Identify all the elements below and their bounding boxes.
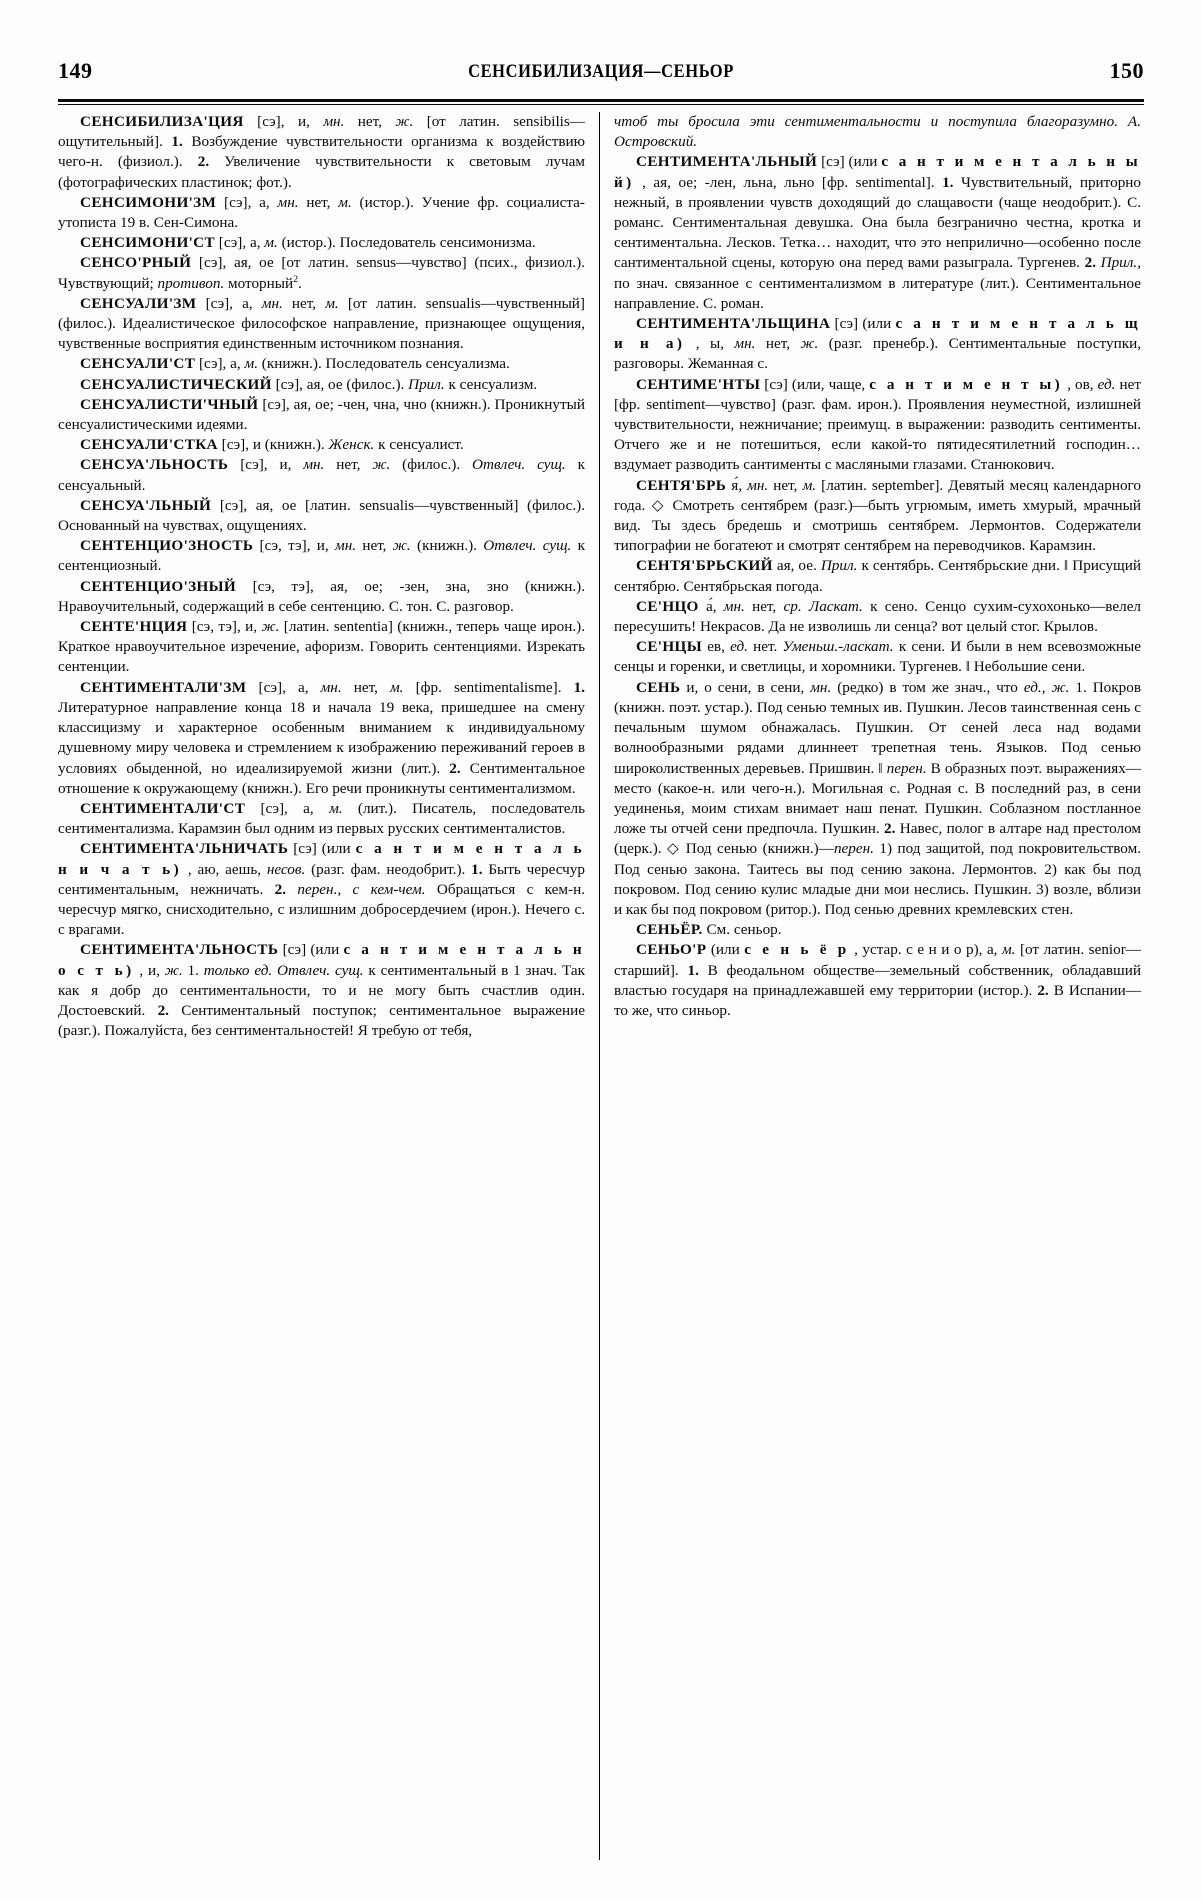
entry-body: [сэ], ая, ое [латин. sensualis—чувственный] (филос.). Основанный на чувствах, ощущениях. (58, 496, 585, 535)
column-left (58, 112, 599, 1860)
headword: СЕНСУАЛИ'СТ (80, 355, 196, 373)
dictionary-entry (58, 496, 585, 536)
dictionary-entry (614, 940, 1141, 1021)
dictionary-entry (58, 354, 585, 374)
headword: СЕНТИМЕНТА'ЛЬНЫЙ (636, 153, 818, 171)
entry-body: [сэ], а, м. (истор.). Последователь сенсимонизма. (218, 234, 536, 252)
headword: СЕНСУАЛИСТИЧЕСКИЙ (80, 375, 272, 393)
dictionary-entry (58, 253, 585, 293)
dictionary-entry (58, 112, 585, 193)
dictionary-entry (58, 233, 585, 253)
entry-body: , ая, ое; -лен, льна, льно [фр. sentimental]. 1. Чувствительный, приторно нежный, в проявлении чувств доходящий до слащавости (чаще неодобрит.). С. романс. Сентиментальная девушка. Она была безгранично честна, кротка и сентиментальна. Лесков. Тетка… находит, что это неприлично—особенно после сантиментальной сцены, которую она перед вами разыграла. Тургенев. 2. Прил., по знач. связанное с сентиментализмом в литературе (лит.). Сентиментальное направление. С. роман. (614, 173, 1142, 312)
running-head (58, 58, 1144, 88)
dictionary-entry (614, 678, 1141, 920)
entry-body: [сэ], а, мн. нет, м. [фр. sentimentalisme]. 1. Литературное направление конца 18 и начала 19 века, пришедшее на смену классицизму и характерное особенным вниманием к индивидуальному душевному миру человека и стремлением к изображению переживаний героев в условиях обыденной, но идеализируемой жизни (лит.). 2. Сентиментальное отношение к окружающему (книжн.). Его речи проникнуты сентиментализмом. (58, 678, 585, 797)
headword: СЕНСУА'ЛЬНЫЙ (80, 496, 212, 514)
entry-body: я́, мн. нет, м. [латин. september]. Девятый месяц календарного года. ◇ Смотреть сентябрем (разг.)—быть угрюмым, иметь хмурый, мрачный вид. Ты здесь бредешь и смотришь сентябрем. Лермонтов. Содержатели типографии не богатеют и смотрят сентябрем на переводчиков. Карамзин. (614, 476, 1141, 555)
headword: СЕНСО'РНЫЙ (80, 254, 192, 272)
entry-continuation (614, 112, 1141, 152)
column-container (58, 112, 1144, 1860)
variant-intro: [сэ] (или (821, 153, 878, 171)
headword: СЕ'НЦЫ (636, 638, 702, 656)
headword-variant: с а н т и м е н т а л ь н о с т ь) (58, 941, 585, 979)
headword: СЕНСИБИЛИЗА'ЦИЯ (80, 113, 244, 130)
headword: СЕНЬО'Р (636, 941, 707, 959)
folio-right: 150 (1109, 58, 1144, 83)
headword: СЕНСУА'ЛЬНОСТЬ (80, 456, 229, 474)
dictionary-entry (58, 294, 585, 355)
headword: СЕНТЕ'НЦИЯ (80, 618, 188, 636)
dictionary-entry (58, 577, 585, 617)
variant-intro: [сэ] (или, чаще, (764, 375, 866, 393)
headword-variant: с а н т и м е н т ы) (869, 375, 1064, 393)
headword: СЕНТЕНЦИО'ЗНЫЙ (80, 577, 237, 595)
headword: СЕНСИМОНИ'ЗМ (80, 193, 217, 211)
header-rule (58, 99, 1144, 106)
folio-left: 149 (58, 58, 93, 83)
entry-body: См. сеньор. (706, 921, 782, 939)
dictionary-entry (58, 536, 585, 576)
headword: СЕНТЯ'БРЬСКИЙ (636, 557, 773, 575)
dictionary-entry (614, 637, 1141, 677)
entry-body: [сэ], ая, ое [от латин. sensus—чувство] (псих., физиол.). Чувствующий; противоп. моторный$^2$. (58, 254, 586, 292)
entry-body: , и, ж. 1. только ед. Отвлеч. сущ. к сентиментальный в 1 знач. Так как я добр до сентиментальности, то и не могу быть счастлив один. Достоевский. 2. Сентиментальный поступок; сентиментальное выражение (разг.). Пожалуйста, без сентиментальностей! Я требую от тебя, (58, 961, 586, 1040)
entry-body: [сэ], а, мн. нет, м. [от латин. sensualis—чувственный] (филос.). Идеалистическое философское направление, признающее ощущения, чувственные восприятия единственным источником познания. (58, 294, 585, 353)
entry-body: [сэ], и (книжн.). Женск. к сенсуалист. (221, 436, 464, 454)
dictionary-entry (58, 678, 585, 799)
entry-body: [сэ], и, мн. нет, ж. [от латин. sensibilis—ощутительный]. 1. Возбуждение чувствительности организма к воздействию чего-н. (физиол.). 2. Увеличение чувствительности к световым лучам (фотографических пластинок; фот.). (58, 113, 585, 191)
variant-intro: [сэ] (или (282, 941, 340, 959)
headword: СЕНТИМЕНТАЛИ'СТ (80, 799, 246, 817)
dictionary-entry (58, 455, 585, 495)
dictionary-entry (58, 617, 585, 678)
dictionary-entry (58, 799, 585, 839)
dictionary-entry (614, 476, 1141, 557)
entry-body: [сэ, тэ], ая, ое; -зен, зна, зно (книжн.). Нравоучительный, содержащий в себе сентенцию. С. тон. С. разговор. (58, 577, 585, 615)
dictionary-entry (614, 375, 1141, 476)
headword: СЕНЬ (636, 678, 681, 696)
headword: СЕНТЕНЦИО'ЗНОСТЬ (80, 537, 254, 555)
entry-body: , ы, мн. нет, ж. (разг. пренебр.). Сентиментальные поступки, разговоры. Жеманная с. (614, 335, 1141, 373)
headword: СЕНТИМЕНТА'ЛЬЩИНА (636, 315, 831, 333)
running-title: СЕНСИБИЛИЗАЦИЯ—СЕНЬОР (468, 59, 734, 82)
entry-body: , устар. с е н и о р), а, м. [от латин. senior—старший]. 1. В феодальном обществе—земельный собственник, обладавший властью государя на принадлежавшей ему территории (истор.). 2. В Испании—то же, что синьор. (614, 941, 1142, 1019)
headword: СЕ'НЦО (636, 597, 699, 615)
headword-variant: с а н т и м е н т а л ь н и ч а т ь) (58, 840, 585, 878)
dictionary-entry (58, 395, 585, 435)
entry-body: [сэ, тэ], и, мн. нет, ж. (книжн.). Отвлеч. сущ. к сентенциозный. (58, 537, 585, 575)
dictionary-entry (614, 556, 1141, 596)
dictionary-entry (614, 920, 1141, 940)
headword: СЕНТЯ'БРЬ (636, 476, 727, 494)
entry-body: [сэ], а, мн. нет, м. (истор.). Учение фр. социалиста-утописта 19 в. Сен-Симона. (58, 193, 585, 232)
headword-variant: с а н т и м е н т а л ь щ и н а) (614, 315, 1142, 353)
headword: СЕНТИМЕНТА'ЛЬНОСТЬ (80, 941, 279, 959)
entry-body: [сэ], а, м. (лит.). Писатель, последователь сентиментализма. Карамзин был одним из первых русских сентименталистов. (58, 799, 585, 838)
entry-body: ев, ед. нет. Уменьш.-ласкат. к сени. И были в нем всевозможные сенцы и горенки, и светлицы, и хоромники. Тургенев. ‖ Небольшие сени. (614, 638, 1141, 676)
dictionary-entry (614, 597, 1141, 637)
entry-body: ая, ое. Прил. к сентябрь. Сентябрьские дни. ‖ Присущий сентябрю. Сентябрьская погода. (614, 557, 1142, 595)
entry-body: а́, мн. нет, ср. Ласкат. к сено. Сенцо сухим-сухохонько—велел пересушить! Некрасов. Да не изволишь ли сенца? вот целый стог. Крылов. (614, 597, 1142, 636)
headword: СЕНЬЁР. (636, 921, 703, 939)
entry-body: и, о сени, в сени, мн. (редко) в том же знач., что ед., ж. 1. Покров (книжн. поэт. устар.). Под сенью темных ив. Пушкин. Лесов таинственная сень с печальным шумом обнажалась. Пушкин. От сеней леса над водами волнообразными рядами длиннеет трепетная тень. Языков. Под сенью широколиственных деревьев. Пришвин. ‖ перен. В образных поэт. выражениях—место (какое-н. или чего-н.). Могильная с. Родная с. В последний раз, в сени уединенья, моим стихам внимает наш пенат. Пушкин. Соблазном постланное ложе ты отчей сени предпочла. Пушкин. 2. Навес, полог в алтаре над престолом (церк.). ◇ Под сенью (книжн.)—перен. 1) под защитой, под покровительством. Под сенью закона. Таитесь вы под сению закона. Лермонтов. 2) как бы под покровом. Под сению кулис младые дни мои неслись. Пушкин. 3) возле, вблизи и как бы под покровом (ритор.). Под сенью древних кремлевских стен. (614, 678, 1142, 918)
headword-variant: с а н т и м е н т а л ь н ы й) (614, 153, 1142, 191)
headword: СЕНСУАЛИ'СТКА (80, 436, 218, 454)
continuation-text: чтоб ты бросила эти сентиментальности и поступила благоразумно. А. Островский. (614, 113, 1141, 151)
entry-body: , ов, ед. нет [фр. sentiment—чувство] (разг. фам. ирон.). Проявления неуместной, излишней чувствительности, нежничание; преимущ. в выражении: разводить сентименты. Отчего же и не потешиться, если какой-то пятидесятилетний господин… вздумает разводить сантименты с масляными глазами. Станюкович. (614, 375, 1142, 474)
variant-intro: [сэ] (или (834, 315, 892, 333)
dictionary-entry (614, 152, 1141, 314)
headword: СЕНТИМЕ'НТЫ (636, 375, 761, 393)
dictionary-entry (58, 435, 585, 455)
entry-body: [сэ], и, мн. нет, ж. (филос.). Отвлеч. сущ. к сенсуальный. (58, 456, 585, 494)
variant-intro: (или (710, 941, 740, 959)
rule-thin (58, 104, 1144, 105)
dictionary-entry (614, 314, 1141, 375)
headword: СЕНСУАЛИ'ЗМ (80, 294, 197, 312)
entry-body: [сэ], а, м. (книжн.). Последователь сенсуализма. (199, 355, 510, 373)
entry-body: [сэ], ая, ое; -чен, чна, чно (книжн.). Проникнутый сенсуалистическими идеями. (58, 395, 585, 434)
entry-body: [сэ, тэ], и, ж. [латин. sententia] (книжн., теперь чаще ирон.). Краткое нравоучительное изречение, афоризм. Говорить сентенциями. Изрекать сентенции. (58, 618, 585, 676)
column-right (599, 112, 1141, 1860)
rule-thick (58, 99, 1144, 102)
dictionary-entry (58, 375, 585, 395)
dictionary-entry (58, 839, 585, 940)
variant-intro: [сэ] (или (293, 840, 351, 858)
headword: СЕНСУАЛИСТИ'ЧНЫЙ (80, 395, 259, 413)
dictionary-entry (58, 193, 585, 233)
entry-body: [сэ], ая, ое (филос.). Прил. к сенсуализм. (275, 375, 538, 393)
dictionary-entry (58, 940, 585, 1041)
headword-variant: с е н ь ё р (744, 941, 850, 959)
entry-body: , аю, аешь, несов. (разг. фам. неодобрит.). 1. Быть чересчур сентиментальным, нежничать. 2. перен., с кем-чем. Обращаться с кем-н. чересчур мягко, снисходительно, с излишним добросердечием (ирон.). Нечего с. с врагами. (58, 860, 586, 939)
headword: СЕНТИМЕНТАЛИ'ЗМ (80, 678, 247, 696)
headword: СЕНТИМЕНТА'ЛЬНИЧАТЬ (80, 840, 289, 858)
headword: СЕНСИМОНИ'СТ (80, 234, 215, 252)
